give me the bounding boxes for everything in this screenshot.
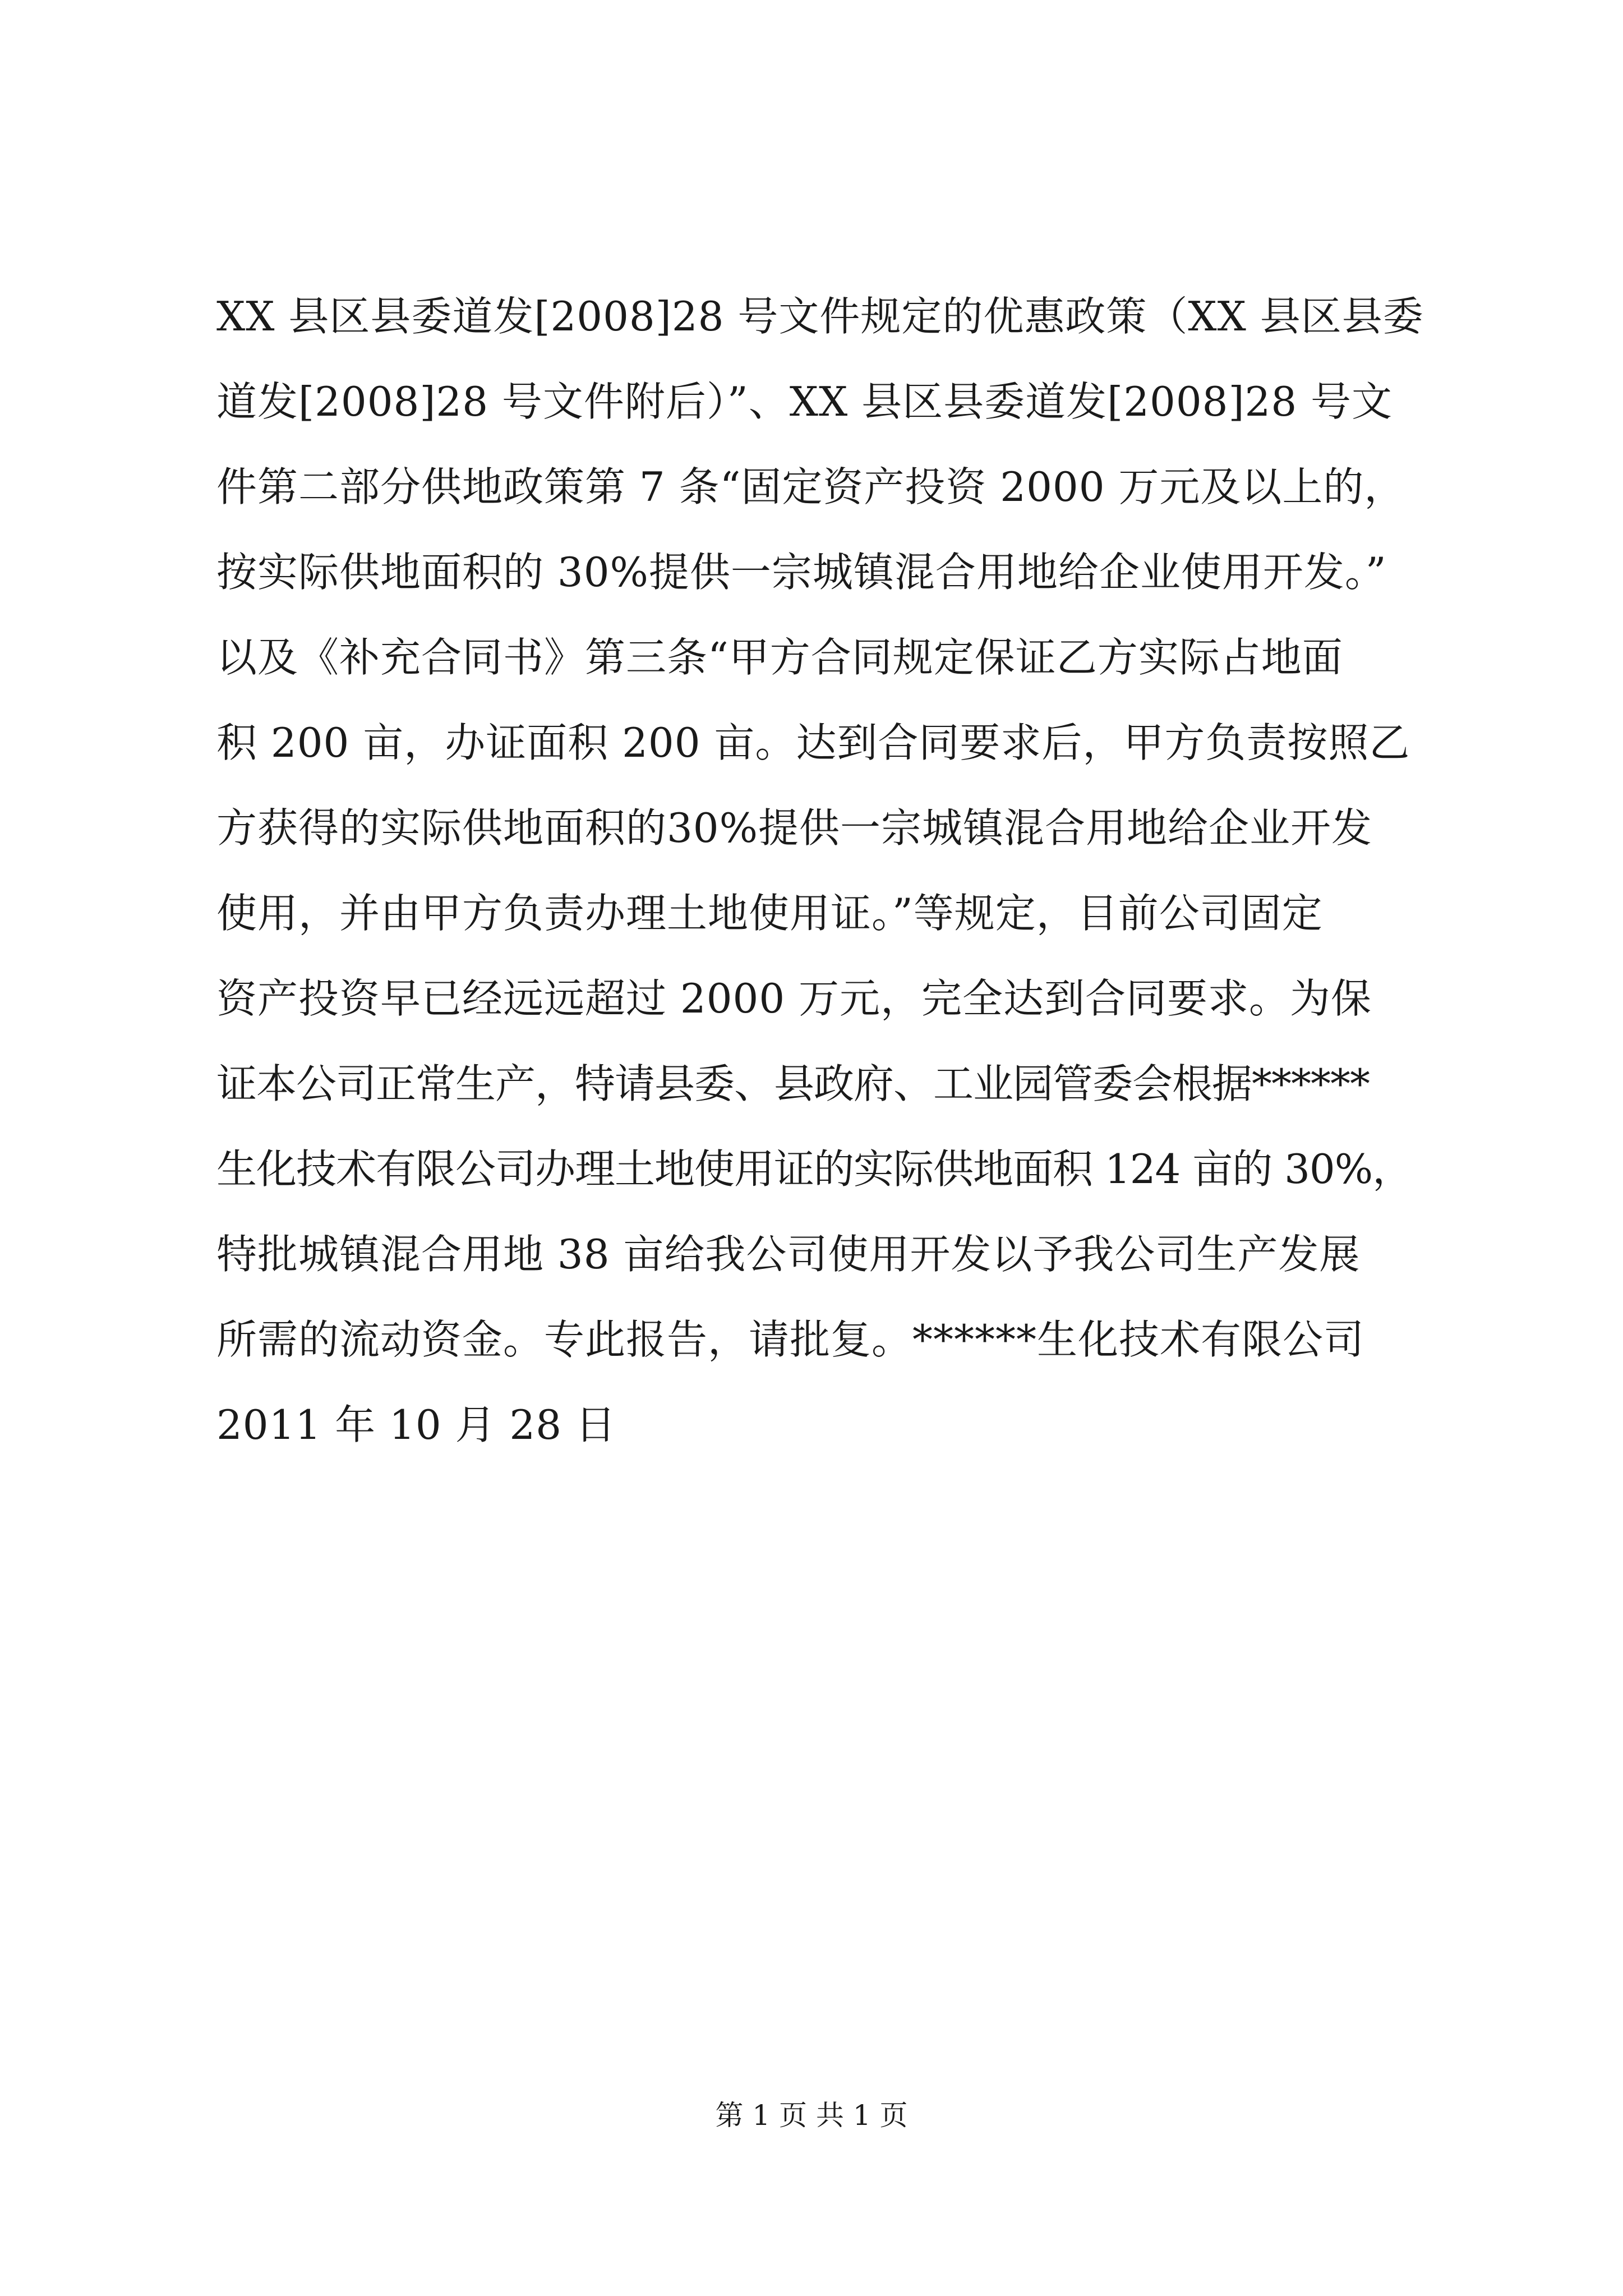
text-line: 按实际供地面积的 30%提供一宗城镇混合用地给企业使用开发。” (216, 549, 1387, 596)
text-line: 积 200 亩，办证面积 200 亩。达到合同要求后，甲方负责按照乙 (216, 719, 1410, 766)
text-line: 使用，并由甲方负责办理土地使用证。”等规定，目前公司固定 (216, 890, 1323, 937)
text-line: 方获得的实际供地面积的30%提供一宗城镇混合用地给企业开发 (216, 804, 1373, 852)
signature-date: 2011 年 10 月 28 日 (216, 1401, 616, 1448)
text-line: 件第二部分供地政策第 7 条“固定资产投资 2000 万元及以上的， (216, 463, 1405, 510)
text-line: 生化技术有限公司办理土地使用证的实际供地面积 124 亩的 30%， (216, 1145, 1413, 1193)
text-line: 道发[2008]28 号文件附后）”、XX 县区县委道发[2008]28 号文 (216, 378, 1393, 425)
document-body (216, 274, 1428, 1467)
text-line: 特批城镇混合用地 38 亩给我公司使用开发以予我公司生产发展 (216, 1231, 1361, 1278)
page-number-footer: 第 1 页 共 1 页 (715, 2099, 908, 2132)
text-line: 资产投资早已经远远超过 2000 万元，完全达到合同要求。为保 (216, 975, 1372, 1022)
text-line: 以及《补充合同书》第三条“甲方合同规定保证乙方实际占地面 (216, 634, 1343, 681)
text-line: 所需的流动资金。专此报告，请批复。******生化技术有限公司 (216, 1316, 1365, 1363)
text-line: 证本公司正常生产，特请县委、县政府、工业园管委会根据****** (216, 1060, 1370, 1107)
text-line: XX 县区县委道发[2008]28 号文件规定的优惠政策（XX 县区县委 (216, 293, 1424, 340)
